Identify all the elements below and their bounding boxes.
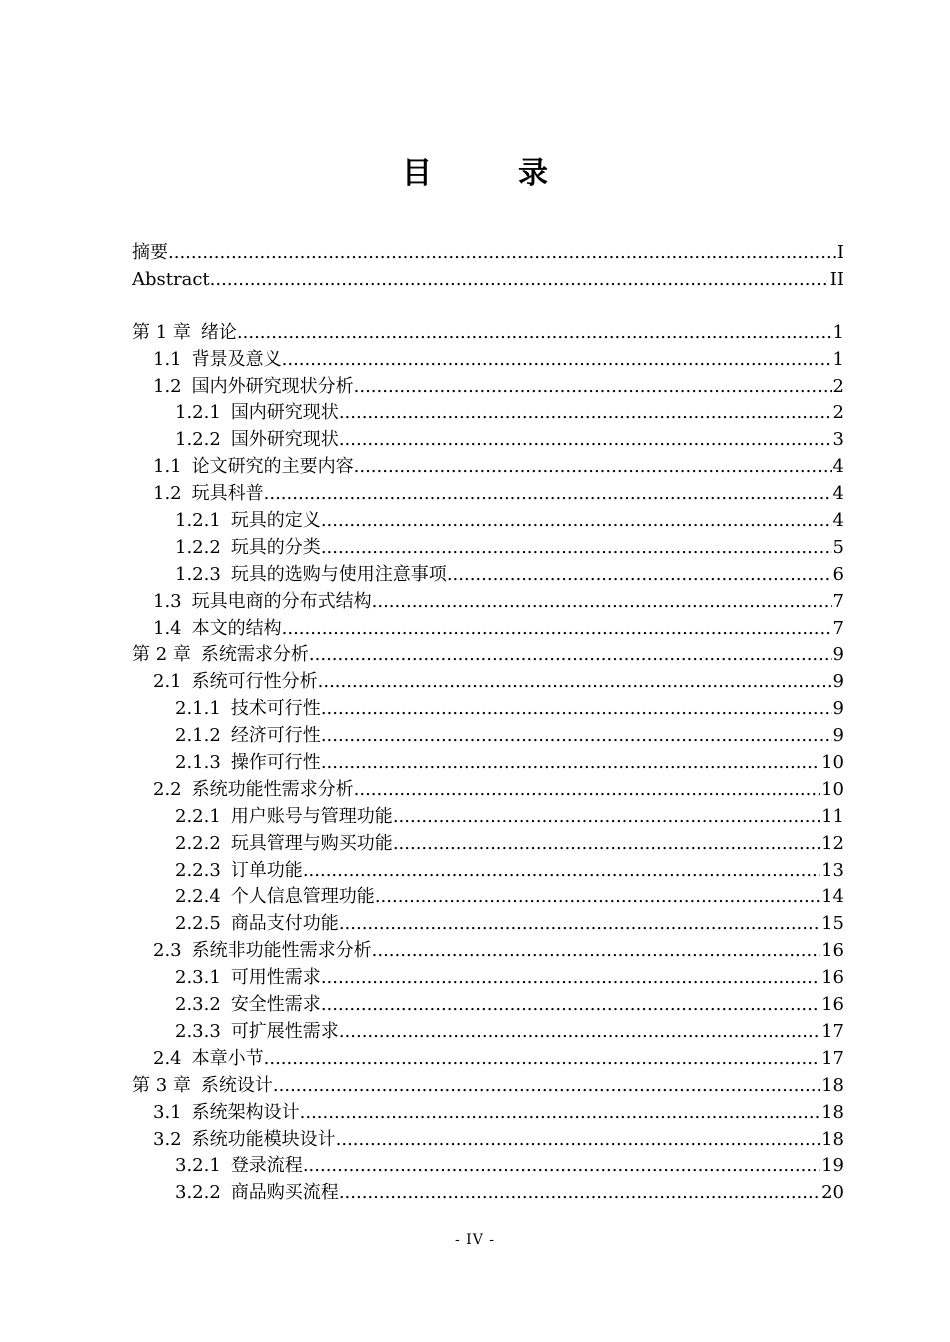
toc-dot-leader [303, 1153, 820, 1180]
toc-entry-title: 系统可行性分析 [191, 671, 318, 693]
toc-dot-leader [339, 911, 820, 938]
toc-entry-page: I [836, 242, 844, 263]
toc-entry[interactable] [132, 723, 844, 750]
toc-entry[interactable] [132, 669, 844, 696]
toc-entry[interactable] [132, 454, 844, 481]
toc-entry-number: 2.3.2 [175, 994, 221, 1016]
toc-entry-title: 系统设计 [200, 1074, 273, 1096]
table-of-contents [132, 240, 844, 1207]
toc-entry[interactable] [132, 589, 844, 616]
toc-entry-number: 1.4 [153, 617, 182, 639]
toc-entry[interactable] [132, 1153, 844, 1180]
toc-entry-page: 4 [832, 483, 844, 505]
toc-entry-title: 系统功能模块设计 [191, 1128, 336, 1150]
toc-entry-page: 11 [821, 805, 844, 827]
toc-dot-leader [264, 1046, 820, 1073]
toc-entry-title: 经济可行性 [230, 725, 321, 747]
toc-entry[interactable] [132, 508, 844, 535]
toc-entry[interactable] [132, 750, 844, 777]
toc-entry-page: 12 [821, 832, 844, 854]
toc-entry[interactable] [132, 562, 844, 589]
toc-entry[interactable] [132, 777, 844, 804]
toc-entry-number: 3.2 [153, 1128, 182, 1150]
toc-dot-leader [237, 320, 832, 347]
toc-dot-leader [354, 454, 832, 481]
toc-dot-leader [354, 777, 820, 804]
toc-entry-title: 玩具管理与购买功能 [230, 832, 393, 854]
toc-entry-number: 2.1.2 [175, 725, 221, 747]
toc-entry-title: 背景及意义 [191, 348, 282, 370]
toc-entry[interactable] [132, 1046, 844, 1073]
toc-entry-title: 论文研究的主要内容 [191, 456, 354, 478]
toc-entry-page: 7 [832, 617, 844, 639]
toc-entry-title: 系统非功能性需求分析 [191, 940, 372, 962]
toc-entry[interactable] [132, 1180, 844, 1207]
toc-entry-page: 17 [821, 1020, 844, 1042]
toc-dot-leader [321, 723, 832, 750]
toc-entry-number: 2.2.3 [175, 859, 221, 881]
toc-entry-page: 17 [821, 1047, 844, 1069]
toc-entry[interactable] [132, 965, 844, 992]
toc-entry-page: II [829, 268, 844, 290]
toc-entry-page: 5 [832, 536, 844, 558]
toc-dot-leader [339, 1019, 820, 1046]
toc-dot-leader [282, 616, 832, 643]
toc-entry-number: 1.2.2 [175, 429, 221, 451]
toc-dot-leader [273, 1073, 820, 1100]
toc-dot-leader [309, 642, 832, 669]
toc-entry-page: 16 [821, 967, 844, 989]
toc-entry-page: 14 [821, 886, 844, 908]
toc-entry-page: 19 [821, 1155, 844, 1177]
toc-dot-leader [339, 1180, 820, 1207]
toc-entry-title: 国内外研究现状分析 [191, 375, 354, 397]
toc-entry-title: 国外研究现状 [230, 429, 339, 451]
toc-dot-leader [321, 535, 832, 562]
toc-dot-leader [375, 884, 820, 911]
toc-entry-title: 玩具的分类 [230, 536, 321, 558]
toc-entry-page: 9 [832, 698, 844, 720]
toc-entry-title: 商品购买流程 [230, 1182, 339, 1204]
toc-dot-leader [321, 992, 820, 1019]
toc-entry-page: 6 [832, 563, 844, 585]
toc-entry-number: 2.3 [153, 940, 182, 962]
toc-entry[interactable] [132, 804, 844, 831]
toc-dot-leader [393, 831, 820, 858]
toc-entry-page: 1 [832, 348, 844, 370]
toc-dot-leader [318, 669, 832, 696]
toc-dot-leader [372, 938, 820, 965]
toc-entry-page: 15 [821, 913, 844, 935]
toc-entry[interactable] [132, 642, 844, 669]
toc-dot-leader [321, 696, 832, 723]
toc-entry-title: 系统需求分析 [200, 644, 309, 666]
toc-entry-page: 18 [821, 1101, 844, 1123]
toc-entry-number: 第 1 章 [132, 321, 191, 343]
toc-entry-number: 2.1 [153, 671, 182, 693]
toc-entry-number: 2.4 [153, 1047, 182, 1069]
toc-entry[interactable] [132, 427, 844, 454]
toc-dot-leader [339, 427, 832, 454]
page-title: 目 录 [402, 156, 576, 191]
toc-entry-page: 13 [821, 859, 844, 881]
toc-entry-number: 3.1 [153, 1101, 182, 1123]
page-number-footer: - IV - [454, 1232, 495, 1248]
toc-entry-title: 玩具的选购与使用注意事项 [230, 563, 447, 585]
toc-entry-title: 安全性需求 [230, 994, 321, 1016]
toc-entry[interactable] [132, 616, 844, 643]
toc-entry-page: 3 [832, 429, 844, 451]
toc-entry-number: 1.1 [153, 456, 182, 478]
toc-entry[interactable] [132, 1127, 844, 1154]
toc-entry-page: 10 [821, 778, 844, 800]
toc-dot-leader [336, 1127, 820, 1154]
toc-dot-leader [393, 804, 820, 831]
toc-entry[interactable] [132, 1100, 844, 1127]
toc-entry[interactable] [132, 831, 844, 858]
toc-dot-leader [321, 965, 820, 992]
toc-entry-number: 1.2.2 [175, 536, 221, 558]
toc-dot-leader [300, 1100, 820, 1127]
toc-entry-number: 1.2.1 [175, 510, 221, 532]
toc-entry-title: 商品支付功能 [230, 913, 339, 935]
toc-entry-title: 系统功能性需求分析 [191, 778, 354, 800]
toc-entry[interactable] [132, 347, 844, 374]
toc-dot-leader [339, 400, 832, 427]
toc-entry-number: 1.2.3 [175, 563, 221, 585]
toc-dot-leader [168, 240, 836, 267]
toc-entry[interactable] [132, 400, 844, 427]
toc-entry[interactable] [132, 696, 844, 723]
toc-entry-title: 个人信息管理功能 [230, 886, 375, 908]
toc-entry-number: 1.2 [153, 375, 182, 397]
toc-entry-page: 4 [832, 510, 844, 532]
toc-entry[interactable] [132, 374, 844, 401]
toc-entry-page: 9 [832, 671, 844, 693]
toc-entry-title: 操作可行性 [230, 752, 321, 774]
toc-entry[interactable] [132, 1019, 844, 1046]
toc-entry-number: 2.3.1 [175, 967, 221, 989]
toc-entry-number: 1.2 [153, 483, 182, 505]
toc-entry[interactable] [132, 481, 844, 508]
toc-entry-page: 9 [832, 725, 844, 747]
toc-entry-page: 10 [821, 752, 844, 774]
toc-entry-number: 2.2 [153, 778, 182, 800]
toc-entry-number: 2.2.2 [175, 832, 221, 854]
toc-dot-leader [210, 267, 829, 294]
toc-entry-title: 摘要 [132, 242, 168, 263]
toc-entry[interactable] [132, 858, 844, 885]
toc-entry[interactable] [132, 240, 844, 267]
toc-entry-number: 1.1 [153, 348, 182, 370]
toc-dot-leader [447, 562, 832, 589]
toc-entry-title: 系统架构设计 [191, 1101, 300, 1123]
toc-entry-number: 2.2.1 [175, 805, 221, 827]
toc-entry-number: 2.3.3 [175, 1020, 221, 1042]
toc-entry[interactable] [132, 1073, 844, 1100]
toc-dot-leader [264, 481, 832, 508]
toc-entry-number: 2.1.1 [175, 698, 221, 720]
toc-entry-title: 玩具电商的分布式结构 [191, 590, 372, 612]
toc-entry-number: 1.3 [153, 590, 182, 612]
toc-entry-title: 玩具的定义 [230, 510, 321, 532]
toc-entry-number: 2.2.4 [175, 886, 221, 908]
toc-entry[interactable] [132, 938, 844, 965]
toc-entry-page: 1 [832, 321, 844, 343]
toc-entry[interactable] [132, 320, 844, 347]
toc-entry[interactable] [132, 911, 844, 938]
toc-entry-page: 20 [821, 1182, 844, 1204]
toc-entry-number: 2.1.3 [175, 752, 221, 774]
toc-dot-leader [321, 508, 832, 535]
toc-entry-number: 2.2.5 [175, 913, 221, 935]
toc-entry-page: 4 [832, 456, 844, 478]
toc-entry-number: 第 3 章 [132, 1074, 191, 1096]
toc-entry-number: 1.2.1 [175, 402, 221, 424]
toc-entry-page: 16 [821, 940, 844, 962]
toc-entry[interactable] [132, 267, 844, 294]
toc-dot-leader [303, 858, 820, 885]
toc-dot-leader [282, 347, 832, 374]
toc-entry-page: 7 [832, 590, 844, 612]
toc-entry-title: 技术可行性 [230, 698, 321, 720]
toc-entry-title: Abstract [132, 268, 210, 290]
toc-entry[interactable] [132, 884, 844, 911]
toc-entry-page: 16 [821, 994, 844, 1016]
toc-dot-leader [372, 589, 832, 616]
toc-entry-number: 3.2.2 [175, 1182, 221, 1204]
toc-entry-page: 2 [832, 402, 844, 424]
toc-entry-title: 国内研究现状 [230, 402, 339, 424]
toc-entry-title: 用户账号与管理功能 [230, 805, 393, 827]
toc-entry-page: 9 [832, 644, 844, 666]
toc-dot-leader [354, 374, 832, 401]
toc-entry-title: 绪论 [200, 321, 237, 343]
toc-entry-number: 第 2 章 [132, 644, 191, 666]
toc-entry-title: 本文的结构 [191, 617, 282, 639]
toc-entry-number: 3.2.1 [175, 1155, 221, 1177]
toc-entry-title: 可用性需求 [230, 967, 321, 989]
toc-entry-page: 2 [832, 375, 844, 397]
toc-entry[interactable] [132, 992, 844, 1019]
toc-entry-title: 订单功能 [230, 859, 303, 881]
toc-dot-leader [321, 750, 820, 777]
toc-entry-title: 本章小节 [191, 1047, 264, 1069]
toc-entry-page: 18 [821, 1128, 844, 1150]
toc-entry-title: 可扩展性需求 [230, 1020, 339, 1042]
toc-entry-title: 玩具科普 [191, 483, 264, 505]
toc-entry-title: 登录流程 [230, 1155, 303, 1177]
toc-entry-page: 18 [821, 1074, 844, 1096]
toc-entry[interactable] [132, 535, 844, 562]
